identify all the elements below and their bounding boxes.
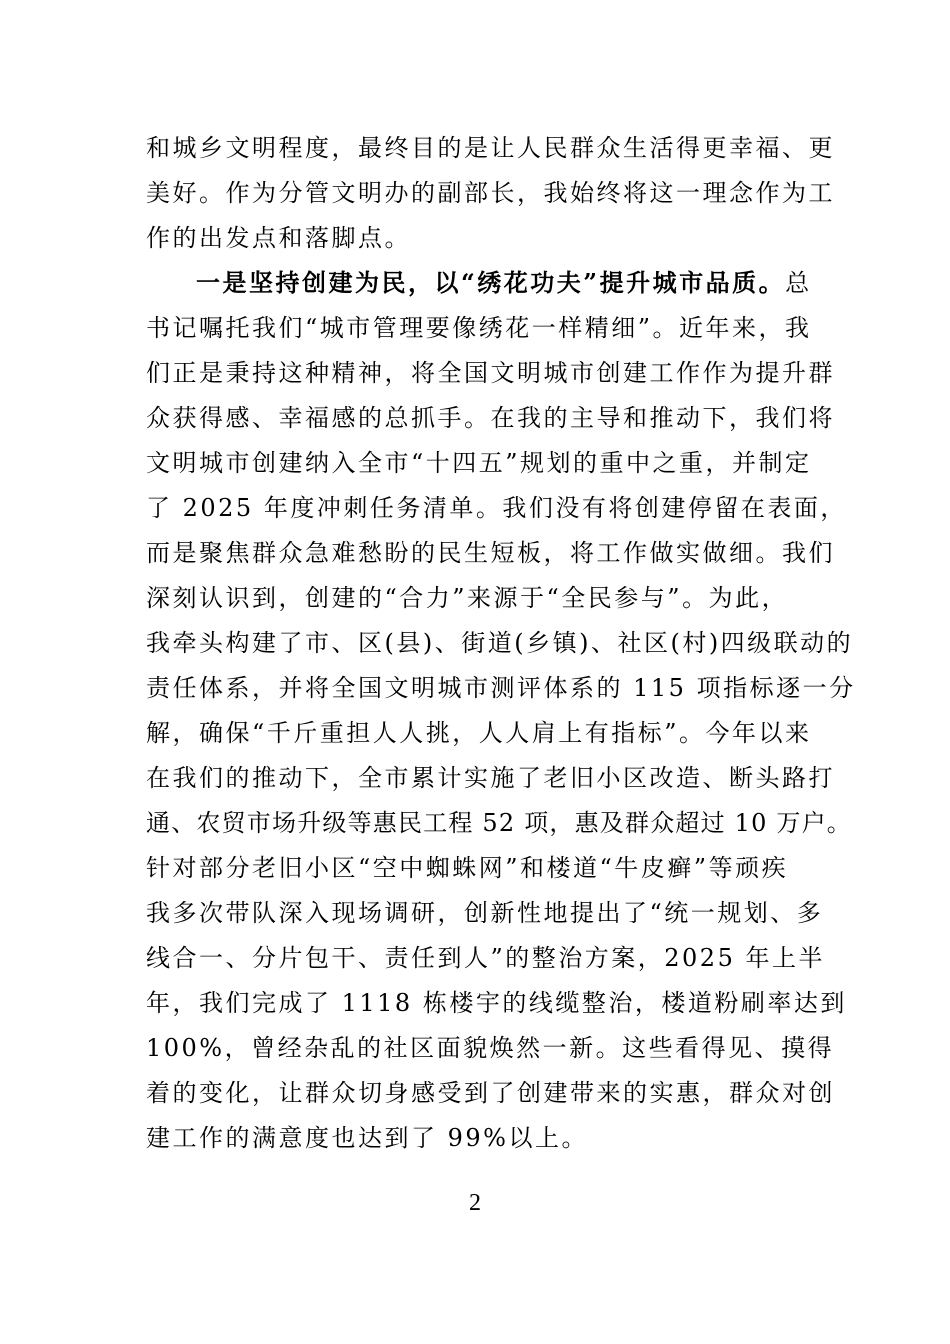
body-line: 美好。作为分管文明办的副部长，我始终将这一理念作为工: [146, 179, 835, 207]
body-line: 我多次带队深入现场调研，创新性地提出了“统一规划、多: [146, 899, 824, 927]
body-line: 年，我们完成了 1118 栋楼宇的线缆整治，楼道粉刷率达到: [146, 989, 847, 1017]
body-line: 解，确保“千斤重担人人挑，人人肩上有指标”。今年以来: [146, 719, 812, 747]
body-line: 建工作的满意度也达到了 99%以上。: [146, 1124, 588, 1152]
body-line: 100%，曾经杂乱的社区面貌焕然一新。这些看得见、摸得: [146, 1034, 835, 1062]
section-heading-line: [196, 268, 812, 298]
body-line: 在我们的推动下，全市累计实施了老旧小区改造、断头路打: [146, 764, 835, 792]
page-number: 2: [469, 1190, 481, 1216]
body-line: 了 2025 年度冲刺任务清单。我们没有将创建停留在表面，: [146, 494, 847, 522]
body-line: 而是聚焦群众急难愁盼的民生短板，将工作做实做细。我们: [146, 539, 835, 567]
body-line: 我牵头构建了市、区(县)、街道(乡镇)、社区(村)四级联动的: [146, 629, 854, 657]
body-line: 针对部分老旧小区“空中蜘蛛网”和楼道“牛皮癣”等顽疾: [146, 854, 789, 882]
body-line: 责任体系，并将全国文明城市测评体系的 115 项指标逐一分: [146, 674, 856, 702]
body-line: 和城乡文明程度，最终目的是让人民群众生活得更幸福、更: [146, 134, 835, 162]
body-line: 们正是秉持这种精神，将全国文明城市创建工作作为提升群: [146, 359, 835, 387]
body-line: 书记嘱托我们“城市管理要像绣花一样精细”。近年来，我: [146, 314, 812, 342]
section-heading: 一是坚持创建为民，以“绣花功夫”提升城市品质。: [196, 268, 786, 297]
body-line: 线合一、分片包干、责任到人”的整治方案，2025 年上半: [146, 944, 825, 972]
body-line: 通、农贸市场升级等惠民工程 52 项，惠及群众超过 10 万户。: [146, 809, 852, 837]
body-line: 着的变化，让群众切身感受到了创建带来的实惠，群众对创: [146, 1079, 835, 1107]
body-line: 深刻认识到，创建的“合力”来源于“全民参与”。为此，: [146, 584, 789, 612]
body-line: 众获得感、幸福感的总抓手。在我的主导和推动下，我们将: [146, 404, 835, 432]
heading-trailing-text: 总: [785, 269, 812, 297]
body-line: 文明城市创建纳入全市“十四五”规划的重中之重，并制定: [146, 449, 812, 477]
body-line: 作的出发点和落脚点。: [146, 224, 411, 252]
